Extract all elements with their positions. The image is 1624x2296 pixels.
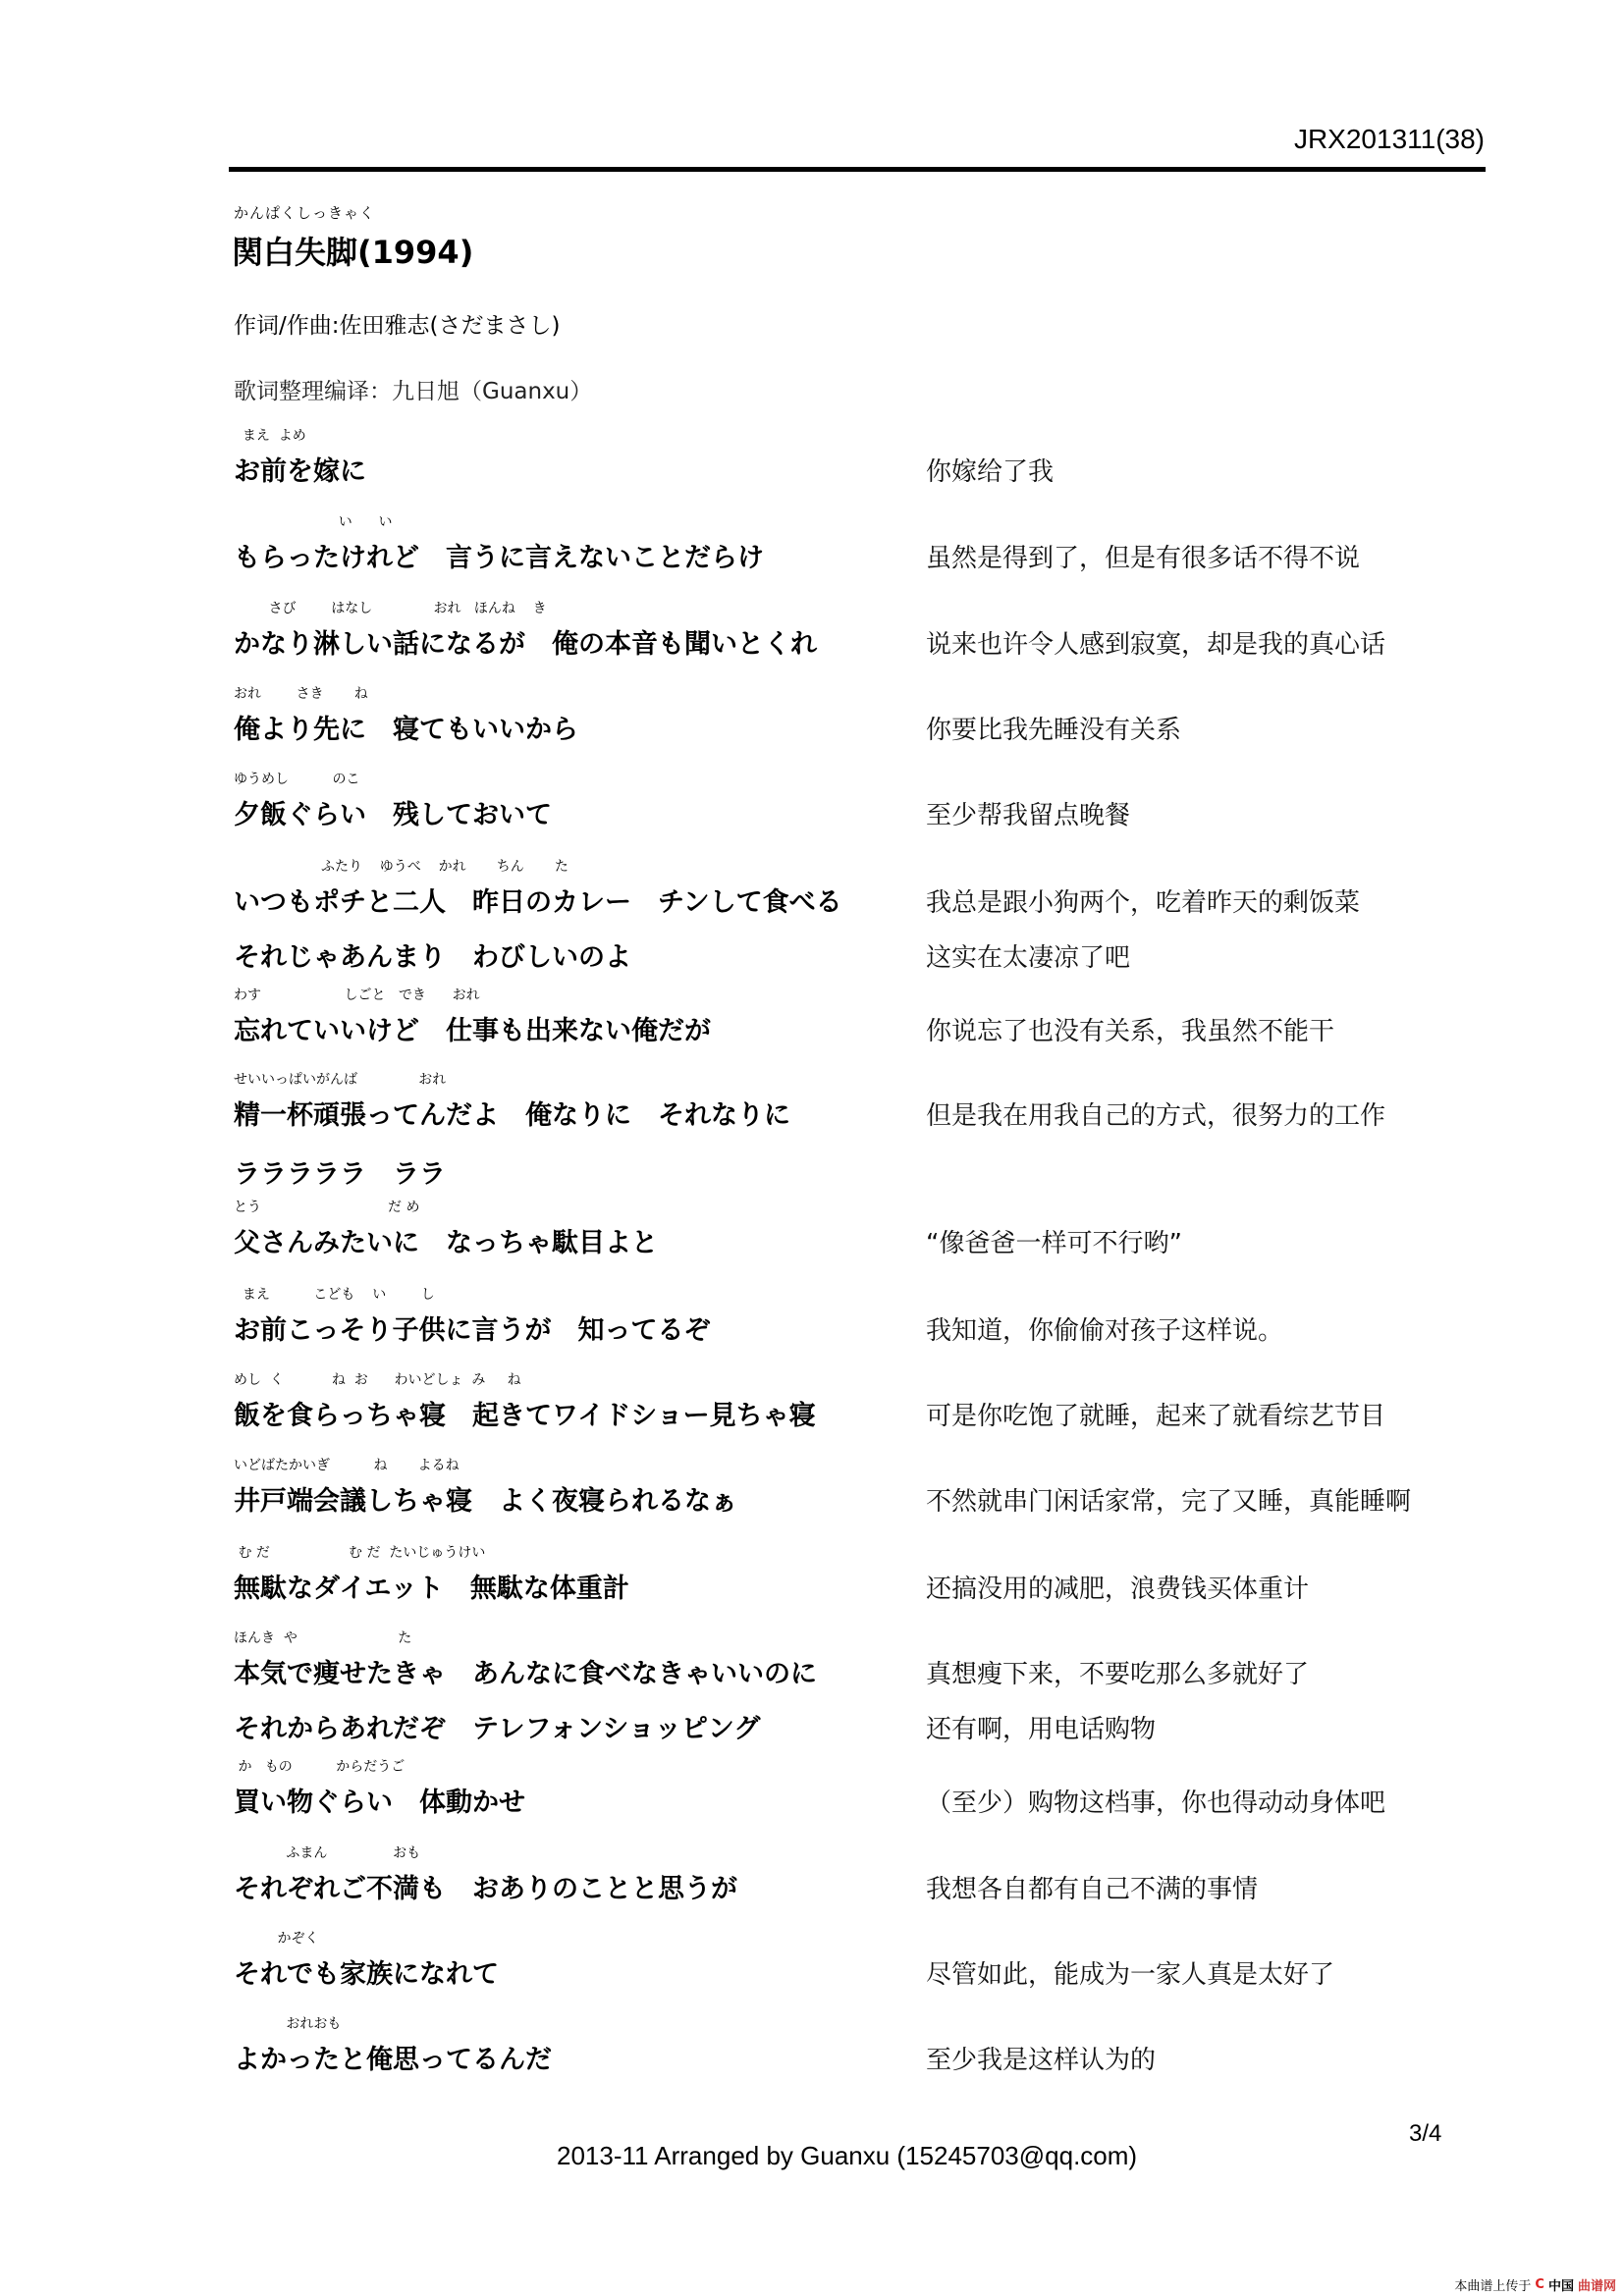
lyric-japanese: いつもポチと二人 昨日のカレー チンして食べる (234, 887, 842, 918)
lyric-line (0, 430, 1624, 489)
lyric-japanese: それでも家族になれて (234, 1959, 499, 1990)
lyric-line (0, 861, 1624, 920)
furigana: いどばたかいぎ ね よるね (234, 1458, 460, 1473)
lyric-japanese: ラララララ ララ (234, 1159, 446, 1190)
lyric-chinese: 可是你吃饱了就睡，起来了就看综艺节目 (926, 1402, 1386, 1431)
lyric-chinese: 真想瘦下来，不要吃那么多就好了 (926, 1660, 1310, 1689)
lyric-japanese: お前こっそり子供に言うが 知ってるぞ (234, 1315, 711, 1346)
lyric-japanese: 井戸端会議しちゃ寝 よく夜寝られるなぁ (234, 1486, 737, 1517)
lyric-japanese: それじゃあんまり わびしいのよ (234, 942, 631, 973)
lyric-line (0, 1933, 1624, 1992)
furigana: ゆうめし のこ (234, 772, 360, 787)
furigana: か もの からだうご (234, 1759, 406, 1775)
lyric-line (0, 688, 1624, 747)
furigana: とう だ め (234, 1200, 420, 1215)
furigana: まえ よめ (234, 428, 306, 444)
lyric-chinese: 虽然是得到了，但是有很多话不得不说 (926, 544, 1361, 573)
header-rule (229, 167, 1486, 172)
furigana: せいいっぱいがんば おれ (234, 1072, 447, 1088)
lyric-japanese: それからあれだぞ テレフォンショッピング (234, 1714, 761, 1744)
lyric-japanese: 夕飯ぐらい 残しておいて (234, 800, 552, 830)
lyric-line (0, 1374, 1624, 1433)
lyric-chinese: 尽管如此，能成为一家人真是太好了 (926, 1960, 1335, 1990)
lyric-line (0, 916, 1624, 975)
lyric-japanese: それぞれご不満も おありのことと思うが (234, 1874, 737, 1904)
lyric-japanese: もらったけれど 言うに言えないことだらけ (234, 543, 764, 573)
page-number: 3/4 (1409, 2120, 1442, 2147)
furigana: む だ む だ たいじゅうけい (234, 1545, 486, 1561)
lyric-chinese: 我知道，你偷偷对孩子这样说。 (926, 1316, 1284, 1346)
title-furigana: かんぱくしっきゃく (234, 204, 376, 222)
lyric-japanese: 俺より先に 寝てもいいから (234, 715, 578, 745)
lyric-chinese: 至少帮我留点晚餐 (926, 801, 1131, 830)
furigana: おれ さき ね (234, 686, 368, 702)
furigana: わす しごと でき おれ (234, 988, 480, 1003)
lyric-line (0, 1761, 1624, 1820)
lyric-line (0, 989, 1624, 1048)
lyric-chinese: “像爸爸一样可不行哟” (926, 1229, 1182, 1258)
credit-translator: 歌词整理编译：九日旭（Guanxu） (234, 379, 593, 404)
lyric-line (0, 1847, 1624, 1906)
lyric-line (0, 774, 1624, 832)
lyric-line (0, 516, 1624, 575)
lyric-chinese: 还有啊，用电话购物 (926, 1715, 1157, 1744)
furigana: めし く ね お わいどしょ み ね (234, 1372, 521, 1388)
credit-lyrics-music: 作词/作曲:佐田雅志(さだまさし) (234, 313, 561, 339)
lyric-line (0, 1632, 1624, 1691)
lyric-line (0, 1133, 1624, 1192)
site-logo-icon: C (1535, 2277, 1544, 2292)
lyric-line (0, 1074, 1624, 1133)
lyric-japanese: 忘れていいけど 仕事も出来ない俺だが (234, 1016, 711, 1046)
lyric-chinese: 但是我在用我自己的方式，很努力的工作 (926, 1101, 1386, 1131)
lyric-japanese: 精一杯頑張ってんだよ 俺なりに それなりに (234, 1100, 790, 1131)
lyric-japanese: よかったと俺思ってるんだ (234, 2045, 552, 2075)
lyric-chinese: 这实在太凄凉了吧 (926, 943, 1131, 973)
furigana: おれおも (234, 2016, 342, 2032)
lyric-chinese: 我总是跟小狗两个，吃着昨天的剩饭菜 (926, 888, 1361, 918)
lyric-chinese: 你要比我先睡没有关系 (926, 716, 1182, 745)
furigana: ほんき や た (234, 1630, 412, 1646)
lyric-chinese: 还搞没用的减肥，浪费钱买体重计 (926, 1575, 1310, 1604)
lyric-chinese: 你说忘了也没有关系，我虽然不能干 (926, 1017, 1335, 1046)
lyric-line (0, 1460, 1624, 1519)
lyric-chinese: 不然就串门闲话家常，完了又睡，真能睡啊 (926, 1487, 1412, 1517)
lyric-chinese: 至少我是这样认为的 (926, 2046, 1157, 2075)
furigana: かぞく (234, 1931, 319, 1947)
lyric-japanese: お前を嫁に (234, 456, 366, 487)
lyric-chinese: 你嫁给了我 (926, 457, 1055, 487)
furigana: ふたり ゆうべ かれ ちん た (234, 859, 568, 875)
furigana: さび はなし おれ ほんね き (234, 601, 547, 616)
document-id: JRX201311(38) (1293, 124, 1485, 154)
song-title: 関白失脚(1994) (232, 234, 474, 271)
lyric-japanese: 無駄なダイエット 無駄な体重計 (234, 1574, 629, 1604)
lyric-line (0, 1547, 1624, 1606)
lyric-line (0, 603, 1624, 662)
lyric-chinese: （至少）购物这档事，你也得动动身体吧 (926, 1789, 1386, 1818)
lyric-japanese: 父さんみたいに なっちゃ駄目よと (234, 1228, 658, 1258)
watermark (1454, 2275, 1616, 2294)
lyric-line (0, 1687, 1624, 1746)
lyric-line (0, 1289, 1624, 1348)
site-name-a: 中国 (1547, 2279, 1574, 2294)
lyric-japanese: 買い物ぐらい 体動かせ (234, 1788, 525, 1818)
furigana: ふまん おも (234, 1845, 421, 1861)
lyric-chinese: 说来也许令人感到寂寞，却是我的真心话 (926, 630, 1386, 660)
lyric-chinese: 我想各自都有自己不满的事情 (926, 1875, 1259, 1904)
furigana: まえ こども い し (234, 1287, 435, 1303)
lyric-japanese: かなり淋しい話になるが 俺の本音も聞いとくれ (234, 629, 817, 660)
footer-arranged-by: 2013-11 Arranged by Guanxu (15245703@qq.com) (557, 2141, 1138, 2170)
furigana: い い (234, 514, 393, 530)
lyric-japanese: 本気で痩せたきゃ あんなに食べなきゃいいのに (234, 1659, 817, 1689)
lyric-japanese: 飯を食らっちゃ寝 起きてワイドショー見ちゃ寝 (234, 1401, 816, 1431)
watermark-text: 本曲谱上传于 (1454, 2279, 1532, 2294)
lyric-line (0, 1201, 1624, 1260)
lyric-line (0, 2018, 1624, 2077)
site-name-b: 曲谱网 (1577, 2279, 1616, 2294)
